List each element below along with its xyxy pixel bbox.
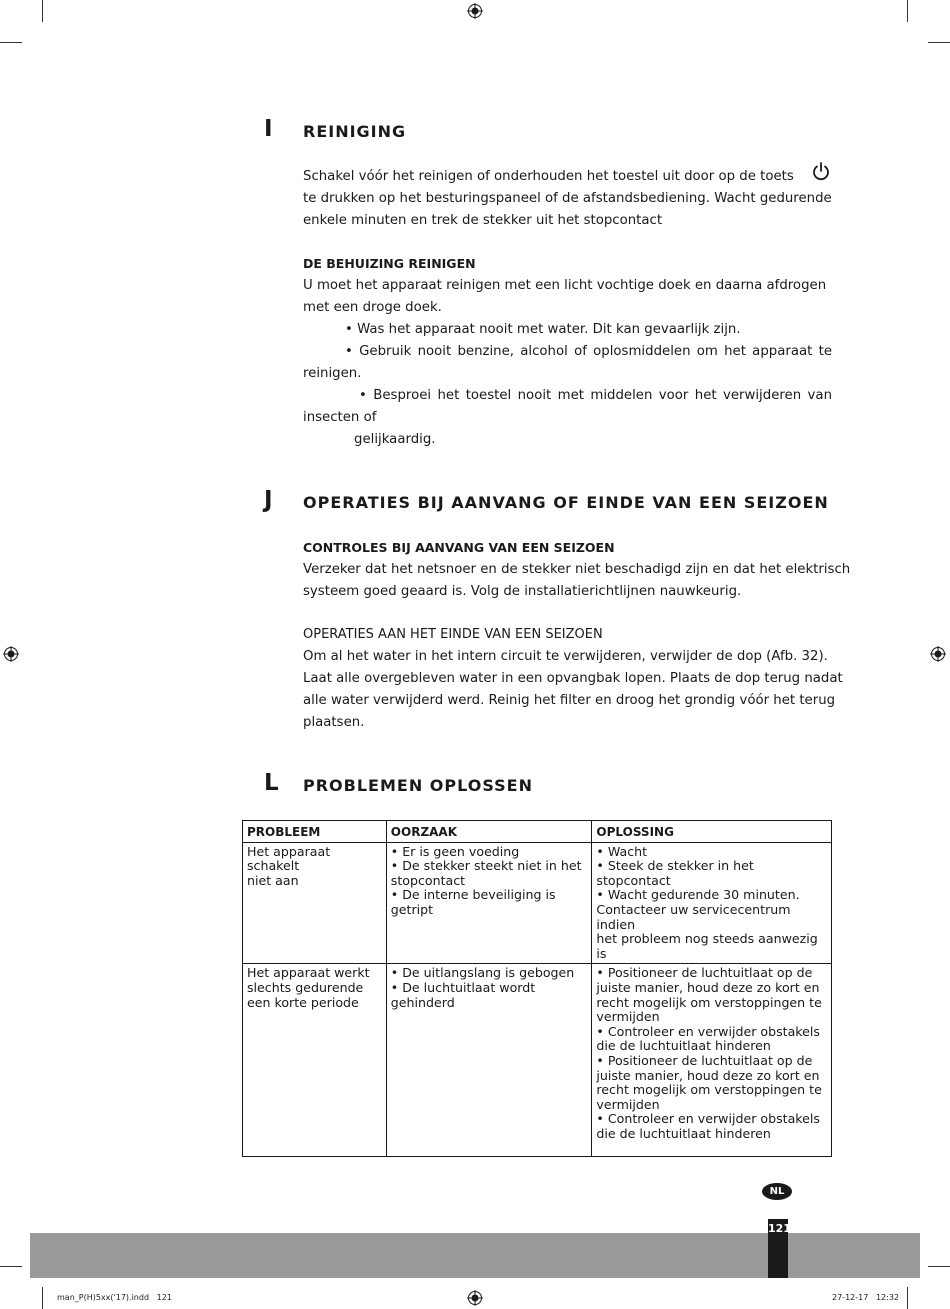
column-header: OPLOSSING [592,821,832,843]
bullet-line: • Besproei het toestel nooit met middelen voor het verwijderen van [359,388,832,403]
text-line: reinigen. [303,366,362,381]
cell-line: Het apparaat schakelt [247,843,331,874]
cell-line: juiste manier, houd deze zo kort en [596,979,820,995]
registration-mark-icon [930,646,946,662]
problem-cell [243,842,387,964]
section-letter: I [264,116,273,142]
cell-line: • De luchtuitlaat wordt [390,979,536,995]
table-header-row [243,821,832,843]
crop-mark [907,1287,908,1309]
section-title: REINIGING [303,122,407,141]
season-end-heading: OPERATIES AAN HET EINDE VAN EEN SEIZOEN [303,627,603,642]
section-letter: L [264,770,279,796]
cell-line: • Controleer en verwijder obstakels [596,1111,820,1127]
text-line: insecten of [303,410,377,425]
cell-line: • De stekker steekt niet in het [390,858,582,874]
cell-line: recht mogelijk om verstoppingen te [596,994,822,1010]
registration-mark-icon [467,1290,483,1306]
column-header: PROBLEEM [243,821,387,843]
registration-mark-icon [3,646,19,662]
text-line: te drukken op het besturingspaneel of de afstandsbediening. Wacht gedurende [303,191,832,206]
footer-file-info: man_P(H)5xx('17).indd 121 [57,1293,172,1302]
cell-line: • Controleer en verwijder obstakels [596,1023,820,1039]
footer-timestamp: 27-12-17 12:32 [832,1293,899,1302]
cell-line: een korte periode [247,994,359,1010]
season-start-text [303,559,851,603]
section-title: PROBLEMEN OPLOSSEN [303,776,533,795]
cell-line: Contacteer uw servicecentrum indien [596,901,791,932]
cause-cell [386,964,592,1157]
crop-mark [0,42,22,43]
power-icon [812,161,830,181]
cleaning-intro [303,166,832,232]
cell-line: • De uitlangslang is gebogen [390,965,575,981]
cell-line: • Positioneer de luchtuitlaat op de [596,1052,813,1068]
season-end-text [303,646,843,734]
cell-line: getript [390,901,434,917]
text-line: Verzeker dat het netsnoer en de stekker niet beschadigd zijn en dat het elektrisch [303,562,851,577]
text-line: systeem goed geaard is. Volg de installatierichtlijnen nauwkeurig. [303,584,742,599]
text-line: Schakel vóór het reinigen of onderhouden het toestel uit door op de toets [303,169,794,184]
cell-line: • Wacht gedurende 30 minuten. [596,887,800,903]
cell-line: vermijden [596,1096,660,1112]
cell-line: • Positioneer de luchtuitlaat op de [596,965,813,981]
text-line: Om al het water in het intern circuit te verwijderen, verwijder de dop (Afb. 32). [303,649,828,664]
cell-line: vermijden [596,1009,660,1025]
troubleshooting-table [242,820,832,1157]
language-badge: NL [762,1183,792,1200]
cell-line: recht mogelijk om verstoppingen te [596,1082,822,1098]
crop-mark [907,0,908,22]
housing-heading: DE BEHUIZING REINIGEN [303,256,476,271]
cell-line: • Er is geen voeding [390,843,520,859]
cell-line: niet aan [247,872,299,888]
cell-line: juiste manier, houd deze zo kort en [596,1067,820,1083]
cell-line: gehinderd [390,994,455,1010]
cell-line: die de luchtuitlaat hinderen [596,1038,771,1054]
crop-mark [42,0,43,22]
text-line: plaatsen. [303,715,365,730]
text-line: Laat alle overgebleven water in een opvangbak lopen. Plaats de dop terug nadat [303,671,843,686]
text-line: alle water verwijderd werd. Reinig het filter en droog het grondig vóór het terug [303,693,836,708]
crop-mark [928,1266,950,1267]
cell-line: • De interne beveiliging is [390,887,556,903]
cell-line: • Steek de stekker in het stopcontact [596,858,754,888]
cell-line: die de luchtuitlaat hinderen [596,1125,771,1141]
bullet-line: • Gebruik nooit benzine, alcohol of oplosmiddelen om het apparaat te [345,344,832,359]
cell-line: het probleem nog steeds aanwezig is [596,931,818,961]
bullet-line: • Was het apparaat nooit met water. Dit kan gevaarlijk zijn. [345,322,741,337]
crop-mark [928,42,950,43]
cause-cell [386,842,592,964]
column-header: OORZAAK [386,821,592,843]
table-row [243,842,832,964]
text-line: met een droge doek. [303,300,442,315]
season-start-heading: CONTROLES BIJ AANVANG VAN EEN SEIZOEN [303,540,615,555]
crop-mark [0,1266,22,1267]
housing-text [303,275,832,451]
solution-cell [592,964,832,1157]
section-title: OPERATIES BIJ AANVANG OF EINDE VAN EEN SEIZOEN [303,493,829,512]
cell-line: • Wacht [596,843,648,859]
text-line: gelijkaardig. [354,432,436,447]
text-line: enkele minuten en trek de stekker uit het stopcontact [303,213,663,228]
page-number: 121 [768,1222,791,1235]
table-row [243,964,832,1157]
cell-line: Het apparaat werkt [247,965,370,981]
solution-cell [592,842,832,964]
crop-mark [42,1287,43,1309]
registration-mark-icon [467,3,483,19]
text-line: U moet het apparaat reinigen met een licht vochtige doek en daarna afdrogen [303,278,827,293]
cell-line: stopcontact [390,872,466,888]
problem-cell [243,964,387,1157]
section-letter: J [264,487,273,513]
cell-line: slechts gedurende [247,979,364,995]
